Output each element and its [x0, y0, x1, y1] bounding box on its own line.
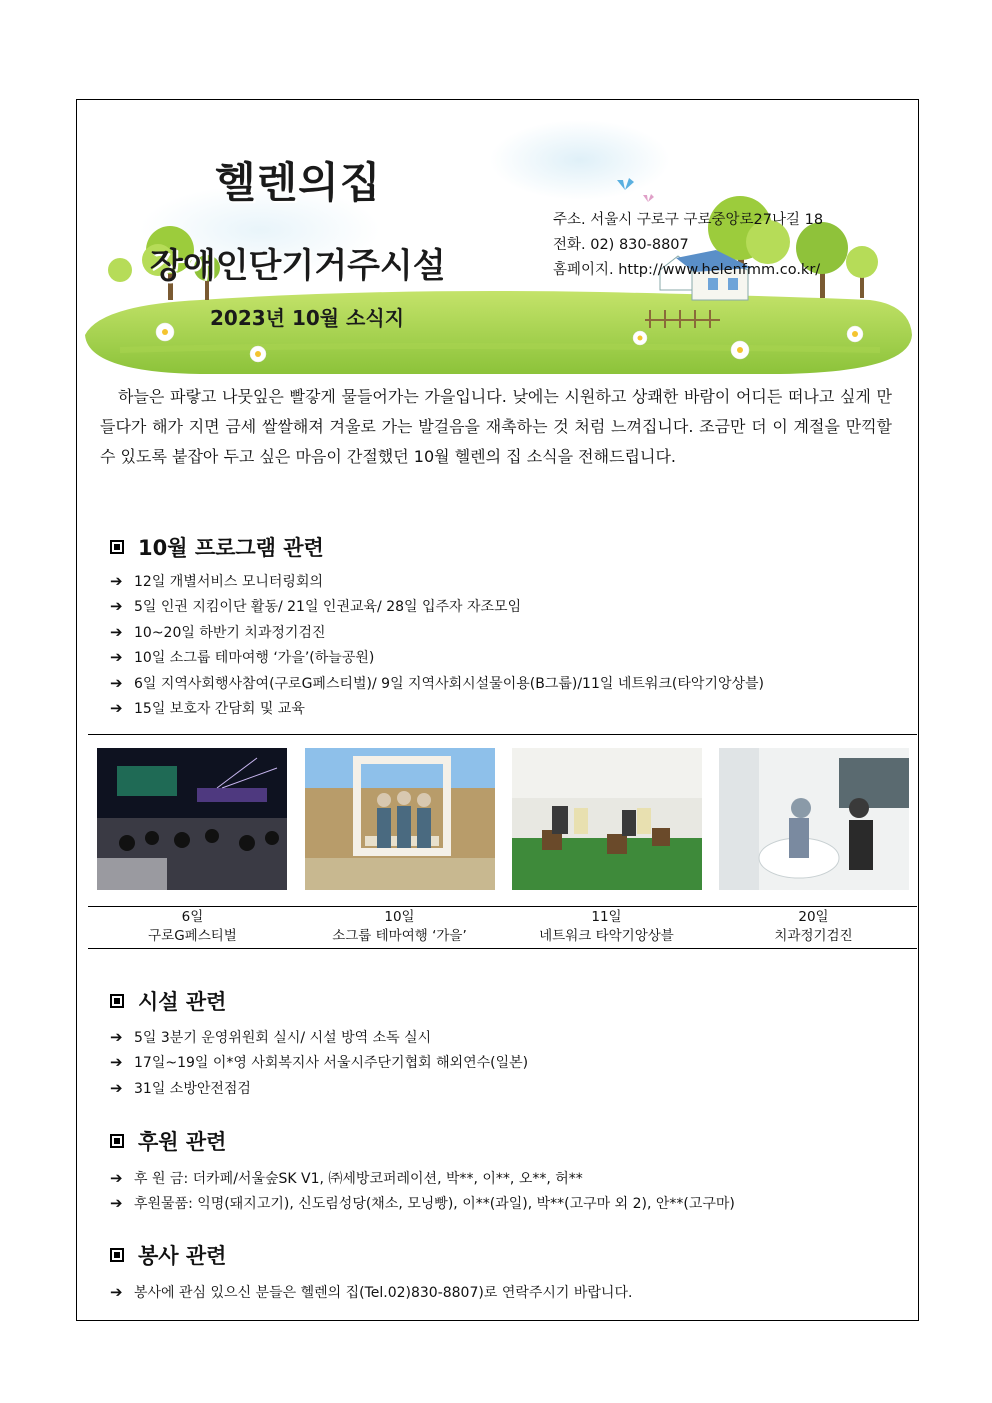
- photo-percussion-ensemble: [512, 748, 702, 890]
- list-item: ➔ 6일 지역사회행사참여(구로G페스티벌)/ 9일 지역사회시설물이용(B그룹)/11일 네트워크(타악기앙상블): [110, 673, 764, 692]
- list-item: ➔ 12일 개별서비스 모니터링회의: [110, 571, 324, 590]
- square-bullet-icon: [110, 1248, 124, 1262]
- arrow-icon: ➔: [110, 1053, 123, 1072]
- address-text: 주소. 서울시 구로구 구로중앙로27나길 18: [553, 212, 824, 228]
- list-item: ➔ 15일 보호자 간담회 및 교육: [110, 699, 305, 718]
- arrow-icon: ➔: [110, 597, 123, 616]
- arrow-icon: ➔: [110, 1194, 123, 1213]
- list-item: ➔ 후 원 금: 더카페/서울숲SK V1, ㈜세방코퍼레이션, 박**, 이**, 오**, 허**: [110, 1168, 583, 1187]
- newsletter-issue: 2023년 10월 소식지: [210, 306, 405, 330]
- photo-caption: 10일 소그룹 테마여행 ‘가을’: [332, 909, 467, 944]
- photo-caption: 6일 구로G페스티벌: [148, 909, 237, 944]
- arrow-icon: ➔: [110, 1168, 123, 1187]
- square-bullet-icon: [110, 540, 124, 554]
- divider: [88, 948, 917, 949]
- program-list: [110, 568, 764, 721]
- photo-dental-checkup: [719, 748, 909, 890]
- sponsor-list: [110, 1165, 735, 1216]
- photo-haneul-park: [305, 748, 495, 890]
- divider: [88, 906, 917, 907]
- homepage-text[interactable]: 홈페이지. http://www.helenfmm.co.kr/: [553, 262, 821, 278]
- arrow-icon: ➔: [110, 1282, 123, 1301]
- arrow-icon: ➔: [110, 1078, 123, 1097]
- section-facility-title: 시설 관련: [110, 986, 226, 1016]
- volunteer-list: [110, 1279, 632, 1305]
- arrow-icon: ➔: [110, 699, 123, 718]
- facility-list: [110, 1024, 528, 1101]
- square-bullet-icon: [110, 1134, 124, 1148]
- list-item: ➔ 5일 인권 지킴이단 활동/ 21일 인권교육/ 28일 입주자 자조모임: [110, 597, 522, 616]
- section-volunteer-title: 봉사 관련: [110, 1240, 226, 1270]
- arrow-icon: ➔: [110, 648, 123, 667]
- list-item: ➔ 후원물품: 익명(돼지고기), 신도림성당(채소, 모닝빵), 이**(과일), 박**(고구마 외 2), 안**(고구마): [110, 1194, 735, 1213]
- photo-caption: 11일 네트워크 타악기앙상블: [539, 909, 674, 944]
- facility-subtitle: 장애인단기거주시설: [150, 246, 446, 286]
- house-title: 헬렌의집: [215, 158, 382, 207]
- list-item: ➔ 5일 3분기 운영위원회 실시/ 시설 방역 소독 실시: [110, 1027, 432, 1046]
- photo-caption: 20일 치과정기검진: [774, 909, 853, 944]
- arrow-icon: ➔: [110, 571, 123, 590]
- list-item: ➔ 10일 소그룹 테마여행 ‘가을’(하늘공원): [110, 648, 375, 667]
- photo-festival: [97, 748, 287, 890]
- section-program-title: 10월 프로그램 관련: [110, 532, 324, 562]
- phone-text: 전화. 02) 830-8807: [553, 237, 689, 253]
- list-item: ➔ 봉사에 관심 있으신 분들은 헬렌의 집(Tel.02)830-8807)로 연락주시기 바랍니다.: [110, 1282, 633, 1301]
- contact-block: [553, 208, 823, 283]
- arrow-icon: ➔: [110, 622, 123, 641]
- intro-paragraph: 하늘은 파랗고 나뭇잎은 빨갛게 물들어가는 가을입니다. 낮에는 시원하고 상쾌한 바람이 어디든 떠나고 싶게 만들다가 해가 지면 금세 쌀쌀해져 겨울로 가는 발걸음을 재촉하는 것 처럼 느껴집니다. 조금만 더 이 계절을 만끽할 수 있도록 붙잡아 두고 싶은 마음이 간절했던 10월 헬렌의 집 소식을 전해드립니다.: [100, 387, 892, 466]
- arrow-icon: ➔: [110, 1027, 123, 1046]
- section-sponsor-title: 후원 관련: [110, 1126, 226, 1156]
- list-item: ➔ 10~20일 하반기 치과정기검진: [110, 622, 326, 641]
- list-item: ➔ 17일~19일 이*영 사회복지사 서울시주단기협회 해외연수(일본): [110, 1053, 529, 1072]
- arrow-icon: ➔: [110, 673, 123, 692]
- divider: [88, 734, 917, 735]
- list-item: ➔ 31일 소방안전점검: [110, 1078, 251, 1097]
- square-bullet-icon: [110, 994, 124, 1008]
